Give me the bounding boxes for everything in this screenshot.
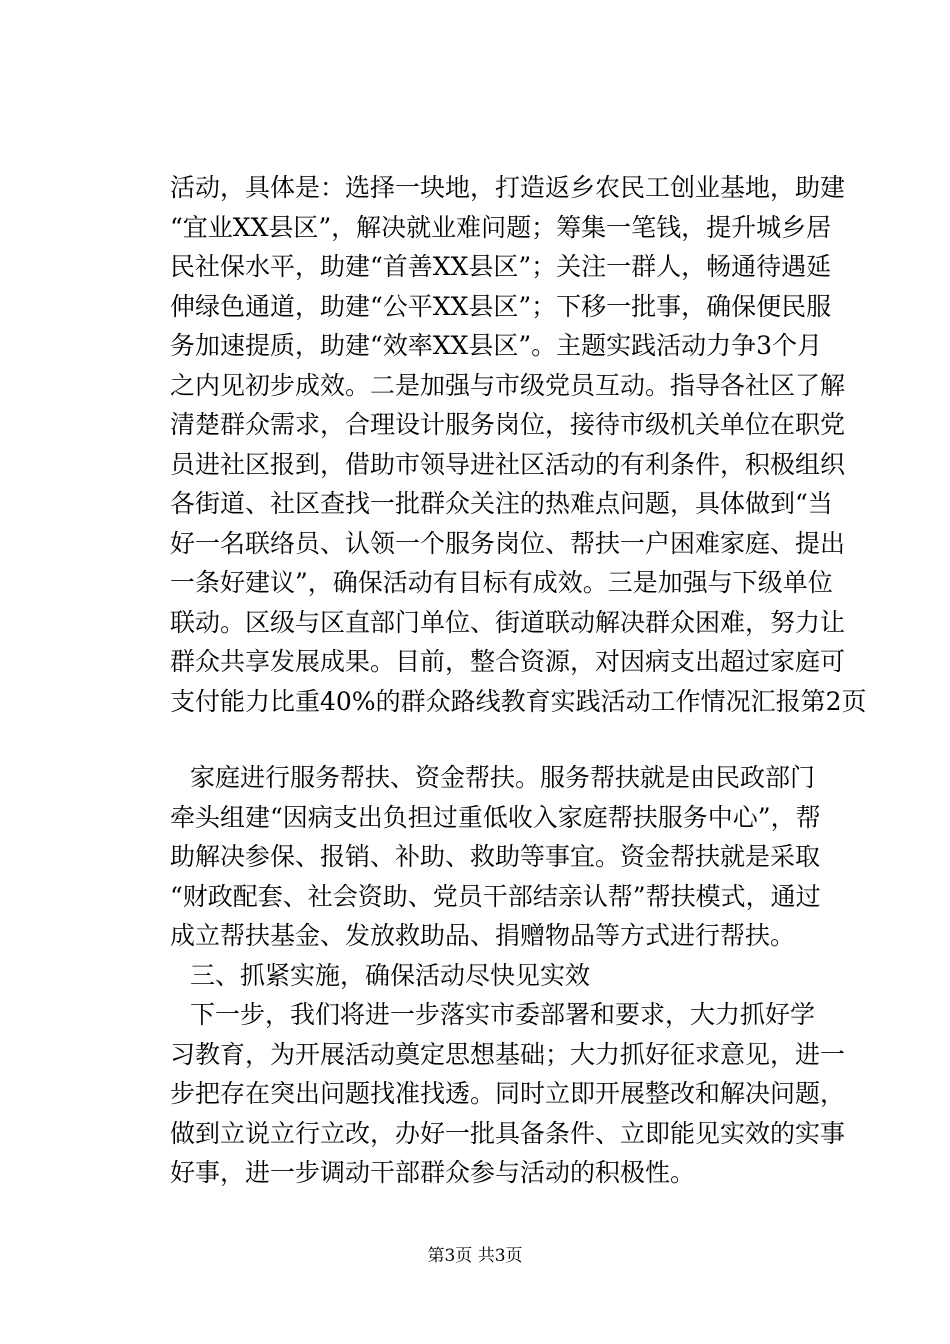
text-line: 好一名联络员、认领一个服务岗位、帮扶一户困难家庭、提出 [170, 529, 846, 558]
text-line: 步把存在突出问题找准找透。同时立即开展整改和解决问题， [170, 1079, 846, 1108]
text-line: 联动。区级与区直部门单位、街道联动解决群众困难，努力让 [170, 608, 846, 637]
text-line: 清楚群众需求，合理设计服务岗位，接待市级机关单位在职党 [170, 410, 846, 439]
text-line: 做到立说立行立改，办好一批具备条件、立即能见实效的实事 [170, 1119, 846, 1148]
text-line: 助解决参保、报销、补助、救助等事宜。资金帮扶就是采取 [170, 842, 821, 871]
text-line: 家庭进行服务帮扶、资金帮扶。服务帮扶就是由民政部门 [190, 763, 816, 792]
text-line: 活动，具体是：选择一块地，打造返乡农民工创业基地，助建 [170, 173, 846, 202]
text-line: 员进社区报到，借助市领导进社区活动的有利条件，积极组织 [170, 450, 846, 479]
text-line: 之内见初步成效。二是加强与市级党员互动。指导各社区了解 [170, 371, 846, 400]
text-line: 一条好建议”，确保活动有目标有成效。三是加强与下级单位 [170, 568, 833, 597]
text-line: 好事，进一步调动干部群众参与活动的积极性。 [170, 1158, 696, 1187]
text-line: 支付能力比重40%的群众路线教育实践活动工作情况汇报第2页 [170, 687, 867, 716]
text-line: 习教育，为开展活动奠定思想基础；大力抓好征求意见，进一 [170, 1040, 846, 1069]
text-line: 成立帮扶基金、发放救助品、捐赠物品等方式进行帮扶。 [170, 921, 796, 950]
section-heading: 三、抓紧实施，确保活动尽快见实效 [190, 961, 591, 990]
text-line: 民社保水平，助建“首善XX县区”；关注一群人，畅通待遇延 [170, 252, 832, 281]
text-line: 各街道、社区查找一批群众关注的热难点问题，具体做到“当 [170, 489, 833, 518]
page-footer: 第3页 共3页 [427, 1246, 523, 1266]
text-line: “宜业XX县区”，解决就业难问题；筹集一笔钱，提升城乡居 [170, 213, 832, 242]
text-line: 群众共享发展成果。目前，整合资源，对因病支出超过家庭可 [170, 647, 846, 676]
text-line: 牵头组建“因病支出负担过重低收入家庭帮扶服务中心”，帮 [170, 803, 821, 832]
text-line: 伸绿色通道，助建“公平XX县区”；下移一批事，确保便民服 [170, 292, 832, 321]
text-line: 务加速提质，助建“效率XX县区”。主题实践活动力争3个月 [170, 331, 823, 360]
text-line: 下一步，我们将进一步落实市委部署和要求，大力抓好学 [190, 1000, 816, 1029]
text-line: “财政配套、社会资助、党员干部结亲认帮”帮扶模式，通过 [170, 882, 821, 911]
